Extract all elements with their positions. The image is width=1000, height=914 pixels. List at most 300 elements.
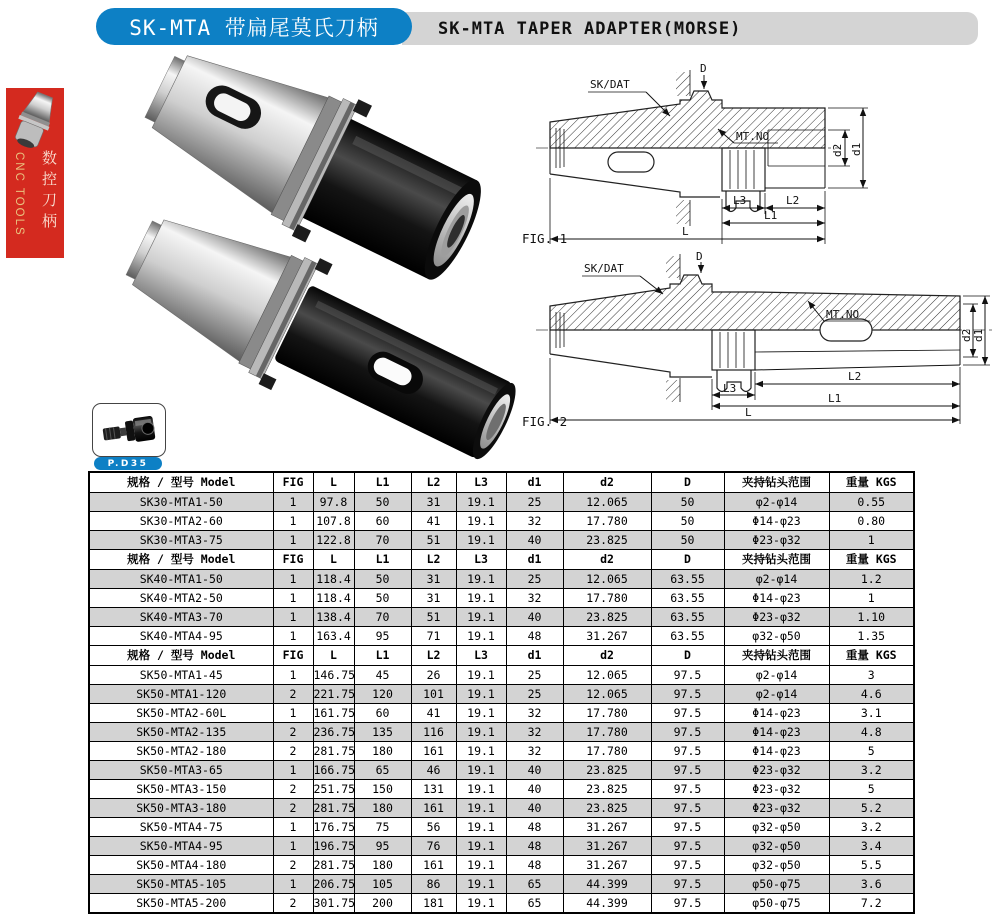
table-cell: 3.6 [829,875,914,894]
table-row [89,761,914,780]
table-cell: 107.8 [313,512,354,531]
table-row [89,627,914,646]
table-cell: 97.5 [651,780,724,799]
table-cell: 25 [506,570,563,589]
table-cell: Φ14-φ23 [724,512,829,531]
sidebar-label-en: CNC TOOLS [13,152,25,237]
table-cell: 4.8 [829,723,914,742]
page-title-en: SK-MTA TAPER ADAPTER(MORSE) [438,18,742,39]
table-cell: 105 [354,875,411,894]
table-cell: SK50-MTA5-105 [89,875,273,894]
table-cell: 19.1 [456,531,506,550]
table-cell: 32 [506,589,563,608]
table-cell: 19.1 [456,856,506,875]
table-cell: 97.5 [651,799,724,818]
table-cell: 1 [273,837,313,856]
table-cell: 161.75 [313,704,354,723]
table-cell: 70 [354,531,411,550]
table-cell: 23.825 [563,799,651,818]
table-cell: SK50-MTA2-135 [89,723,273,742]
table-cell: 1 [273,531,313,550]
table-cell: 17.780 [563,742,651,761]
table-cell: φ2-φ14 [724,570,829,589]
table-cell: Φ23-φ32 [724,780,829,799]
table-cell: 206.75 [313,875,354,894]
table-cell: 1 [829,531,914,550]
table-cell: Φ23-φ32 [724,531,829,550]
table-cell: 71 [411,627,456,646]
table-cell: 25 [506,493,563,512]
column-header: 重量 KGS [829,646,914,666]
table-cell: 135 [354,723,411,742]
table-cell: SK30-MTA1-50 [89,493,273,512]
table-row [89,894,914,914]
table-cell: 31 [411,493,456,512]
table-cell: 2 [273,780,313,799]
table-cell: 5.2 [829,799,914,818]
table-cell: 46 [411,761,456,780]
table-cell: φ2-φ14 [724,666,829,685]
table-cell: SK40-MTA2-50 [89,589,273,608]
table-cell: 2 [273,685,313,704]
table-cell: SK50-MTA4-95 [89,837,273,856]
fig1-label-d2: d2 [831,143,844,157]
table-cell: 97.5 [651,666,724,685]
fig2-label-l2: L2 [848,370,862,383]
table-cell: SK50-MTA1-45 [89,666,273,685]
column-header: D [651,550,724,570]
table-cell: 12.065 [563,685,651,704]
table-cell: 12.065 [563,570,651,589]
fig2-label-l1: L1 [828,392,842,405]
table-cell: φ2-φ14 [724,685,829,704]
table-cell: 19.1 [456,608,506,627]
table-cell: 32 [506,742,563,761]
table-cell: 150 [354,780,411,799]
table-row [89,704,914,723]
fig2-label-mtno: MT.NO [826,308,860,321]
table-cell: 251.75 [313,780,354,799]
table-cell: 1 [273,493,313,512]
table-cell: 60 [354,512,411,531]
fig2-label-l: L [745,406,752,419]
table-cell: 17.780 [563,704,651,723]
table-cell: 196.75 [313,837,354,856]
table-row [89,570,914,589]
column-header: 夹持钻头范围 [724,472,829,493]
table-cell: 25 [506,666,563,685]
table-cell: 50 [651,531,724,550]
table-cell: 281.75 [313,742,354,761]
table-cell: 19.1 [456,761,506,780]
product-photos [78,46,528,458]
table-cell: 301.75 [313,894,354,914]
table-cell: 5 [829,780,914,799]
table-cell: 25 [506,685,563,704]
column-header: 规格 / 型号 Model [89,472,273,493]
table-row [89,493,914,512]
table-cell: 40 [506,531,563,550]
table-cell: 19.1 [456,780,506,799]
table-cell: 1.35 [829,627,914,646]
fig1-label-l: L [682,225,689,238]
table-cell: 5.5 [829,856,914,875]
fig2-label-skdat: SK/DAT [584,262,624,275]
fig1-caption: FIG. 1 [522,231,568,246]
column-header: D [651,472,724,493]
table-cell: 101 [411,685,456,704]
table-cell: 19.1 [456,723,506,742]
table-cell: 19.1 [456,627,506,646]
column-header: L2 [411,646,456,666]
table-cell: 44.399 [563,894,651,914]
table-cell: 3.4 [829,837,914,856]
fig2-drawing [520,248,1000,433]
table-cell: 97.8 [313,493,354,512]
fig1-drawing [520,58,1000,258]
table-cell: Φ14-φ23 [724,742,829,761]
table-cell: 118.4 [313,589,354,608]
table-cell: 26 [411,666,456,685]
table-row [89,685,914,704]
table-cell: SK50-MTA4-180 [89,856,273,875]
table-cell: φ50-φ75 [724,894,829,914]
table-cell: φ32-φ50 [724,818,829,837]
table-row [89,837,914,856]
table-cell: SK50-MTA5-200 [89,894,273,914]
column-header: L3 [456,550,506,570]
table-cell: 12.065 [563,666,651,685]
column-header: d2 [563,646,651,666]
table-cell: SK30-MTA3-75 [89,531,273,550]
table-cell: 3.2 [829,818,914,837]
header-title-pill [96,8,412,45]
table-cell: 97.5 [651,723,724,742]
table-cell: 181 [411,894,456,914]
column-header: d1 [506,472,563,493]
table-cell: 23.825 [563,761,651,780]
fig1-label-d: D [700,62,707,75]
table-cell: 2 [273,894,313,914]
header-band [402,12,978,45]
table-cell: Φ14-φ23 [724,723,829,742]
page-ref-badge [94,457,162,470]
table-cell: 97.5 [651,875,724,894]
table-row [89,799,914,818]
column-header: L [313,646,354,666]
table-row [89,666,914,685]
table-cell: Φ23-φ32 [724,761,829,780]
table-cell: 31.267 [563,856,651,875]
table-cell: 1 [273,570,313,589]
table-cell: 51 [411,531,456,550]
column-header: 夹持钻头范围 [724,646,829,666]
table-cell: 138.4 [313,608,354,627]
table-cell: 32 [506,704,563,723]
table-cell: 3.1 [829,704,914,723]
table-cell: SK30-MTA2-60 [89,512,273,531]
table-cell: 2 [273,856,313,875]
table-row [89,512,914,531]
table-header-row [89,550,914,570]
table-cell: 1 [273,608,313,627]
table-cell: 0.80 [829,512,914,531]
sidebar-label-cn: 数控刀柄 [40,150,57,234]
table-cell: 236.75 [313,723,354,742]
table-cell: 0.55 [829,493,914,512]
fig1-label-l3: L3 [733,194,747,207]
table-cell: 19.1 [456,589,506,608]
fig2-label-d2: d2 [960,328,973,342]
pull-stud-thumbnail [99,410,159,450]
table-cell: 70 [354,608,411,627]
table-cell: 19.1 [456,894,506,914]
table-cell: 97.5 [651,742,724,761]
table-cell: 19.1 [456,818,506,837]
table-cell: 17.780 [563,512,651,531]
table-cell: 23.825 [563,531,651,550]
table-cell: 65 [506,894,563,914]
table-row [89,856,914,875]
table-cell: Φ23-φ32 [724,799,829,818]
column-header: 规格 / 型号 Model [89,550,273,570]
table-cell: 40 [506,761,563,780]
sidebar-tool-photo [10,90,60,152]
table-cell: φ32-φ50 [724,856,829,875]
table-cell: 40 [506,608,563,627]
table-cell: 50 [354,493,411,512]
table-cell: 281.75 [313,799,354,818]
table-cell: 31.267 [563,627,651,646]
table-cell: 65 [354,761,411,780]
table-cell: 1 [273,666,313,685]
table-cell: 23.825 [563,780,651,799]
table-cell: 44.399 [563,875,651,894]
table-cell: 120 [354,685,411,704]
table-row [89,531,914,550]
column-header: D [651,646,724,666]
table-cell: 97.5 [651,837,724,856]
table-cell: 41 [411,704,456,723]
table-cell: 180 [354,856,411,875]
pull-stud-thumbnail-box [92,403,166,457]
table-cell: 63.55 [651,608,724,627]
table-cell: 116 [411,723,456,742]
table-cell: 19.1 [456,799,506,818]
sidebar-brand-tab [6,88,64,258]
table-cell: 19.1 [456,666,506,685]
table-cell: 146.75 [313,666,354,685]
page-title-cn: SK-MTA 带扁尾莫氏刀柄 [129,15,379,40]
table-cell: 75 [354,818,411,837]
table-cell: 97.5 [651,704,724,723]
table-cell: 19.1 [456,570,506,589]
table-cell: SK40-MTA1-50 [89,570,273,589]
column-header: d1 [506,550,563,570]
fig1-label-d1: d1 [850,142,863,156]
table-cell: 97.5 [651,894,724,914]
column-header: 重量 KGS [829,472,914,493]
table-row [89,723,914,742]
table-row [89,875,914,894]
table-cell: 3 [829,666,914,685]
fig1-label-skdat: SK/DAT [590,78,630,91]
table-cell: 180 [354,799,411,818]
table-cell: φ32-φ50 [724,837,829,856]
table-cell: 1 [273,875,313,894]
fig1-label-l1: L1 [764,209,778,222]
table-cell: 221.75 [313,685,354,704]
table-cell: φ32-φ50 [724,627,829,646]
page-ref-label: P.D35 [107,458,149,469]
table-cell: 48 [506,856,563,875]
column-header: L [313,550,354,570]
table-cell: Φ14-φ23 [724,704,829,723]
column-header: 夹持钻头范围 [724,550,829,570]
table-cell: SK50-MTA2-180 [89,742,273,761]
table-cell: SK50-MTA2-60L [89,704,273,723]
table-cell: 19.1 [456,512,506,531]
table-cell: SK50-MTA3-65 [89,761,273,780]
table-cell: 40 [506,799,563,818]
table-cell: 1 [273,818,313,837]
table-cell: 51 [411,608,456,627]
table-cell: 1 [829,589,914,608]
fig2-caption: FIG. 2 [522,414,568,429]
table-cell: 19.1 [456,875,506,894]
spec-table [88,471,915,914]
table-cell: 19.1 [456,837,506,856]
table-cell: 17.780 [563,723,651,742]
column-header: L2 [411,550,456,570]
column-header: 规格 / 型号 Model [89,646,273,666]
table-cell: 31.267 [563,837,651,856]
table-header-row [89,472,914,493]
table-cell: 1 [273,627,313,646]
table-cell: 95 [354,837,411,856]
table-cell: 1 [273,704,313,723]
table-row [89,589,914,608]
table-cell: 23.825 [563,608,651,627]
table-cell: 1 [273,512,313,531]
table-cell: 63.55 [651,589,724,608]
table-cell: 7.2 [829,894,914,914]
column-header: L3 [456,472,506,493]
table-cell: 97.5 [651,818,724,837]
table-cell: 19.1 [456,685,506,704]
column-header: d1 [506,646,563,666]
table-cell: 50 [651,512,724,531]
table-cell: 17.780 [563,589,651,608]
table-cell: 1.2 [829,570,914,589]
table-cell: 12.065 [563,493,651,512]
table-cell: 166.75 [313,761,354,780]
column-header: L1 [354,550,411,570]
table-cell: 163.4 [313,627,354,646]
table-row [89,608,914,627]
table-cell: 45 [354,666,411,685]
table-cell: 32 [506,512,563,531]
table-row [89,742,914,761]
table-cell: 41 [411,512,456,531]
table-cell: 50 [354,570,411,589]
table-cell: 19.1 [456,704,506,723]
table-cell: 40 [506,780,563,799]
table-cell: 63.55 [651,627,724,646]
table-cell: 161 [411,742,456,761]
table-cell: φ50-φ75 [724,875,829,894]
table-cell: 65 [506,875,563,894]
table-cell: SK40-MTA4-95 [89,627,273,646]
table-cell: 161 [411,856,456,875]
table-cell: SK40-MTA3-70 [89,608,273,627]
table-cell: 31 [411,589,456,608]
column-header: 重量 KGS [829,550,914,570]
table-cell: 48 [506,818,563,837]
table-cell: 3.2 [829,761,914,780]
column-header: L [313,472,354,493]
fig1-label-l2: L2 [786,194,800,207]
table-cell: 1 [273,589,313,608]
table-cell: 31 [411,570,456,589]
table-cell: φ2-φ14 [724,493,829,512]
table-cell: 31.267 [563,818,651,837]
table-cell: 97.5 [651,685,724,704]
table-cell: SK50-MTA4-75 [89,818,273,837]
table-cell: 48 [506,837,563,856]
table-cell: 60 [354,704,411,723]
table-cell: 281.75 [313,856,354,875]
column-header: d2 [563,550,651,570]
fig2-label-d: D [696,250,703,263]
column-header: L1 [354,646,411,666]
table-cell: 180 [354,742,411,761]
column-header: L3 [456,646,506,666]
table-cell: 76 [411,837,456,856]
table-cell: 97.5 [651,856,724,875]
table-row [89,780,914,799]
column-header: L1 [354,472,411,493]
column-header: L2 [411,472,456,493]
table-cell: 48 [506,627,563,646]
table-cell: 122.8 [313,531,354,550]
table-cell: 1 [273,761,313,780]
table-cell: 1.10 [829,608,914,627]
table-cell: 50 [354,589,411,608]
table-cell: 32 [506,723,563,742]
spec-table-body [89,472,914,913]
table-cell: Φ14-φ23 [724,589,829,608]
column-header: FIG [273,472,313,493]
table-cell: 56 [411,818,456,837]
column-header: FIG [273,646,313,666]
table-cell: SK50-MTA3-150 [89,780,273,799]
table-cell: 131 [411,780,456,799]
fig1-label-mtno: MT.NO [736,130,770,143]
table-cell: 200 [354,894,411,914]
table-cell: Φ23-φ32 [724,608,829,627]
table-cell: 19.1 [456,742,506,761]
table-cell: 50 [651,493,724,512]
table-cell: 86 [411,875,456,894]
table-cell: 5 [829,742,914,761]
table-cell: 97.5 [651,761,724,780]
table-cell: 4.6 [829,685,914,704]
table-row [89,818,914,837]
table-cell: 161 [411,799,456,818]
product-photo-secondary [109,185,536,489]
table-cell: SK50-MTA3-180 [89,799,273,818]
